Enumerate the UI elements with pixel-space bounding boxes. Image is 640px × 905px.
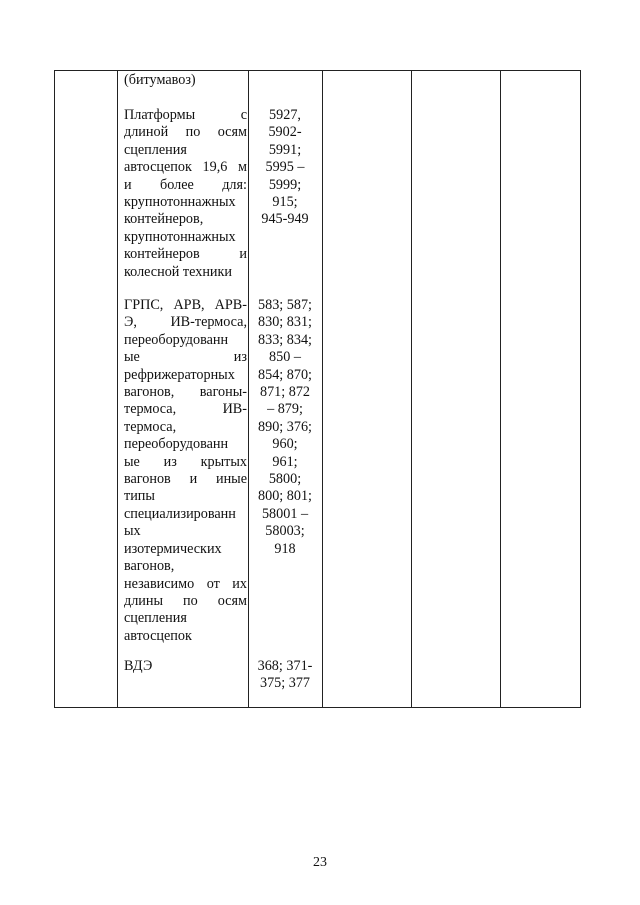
row-0-description xyxy=(124,72,247,89)
row-1-codes xyxy=(252,107,318,229)
code-line: 890; 376; xyxy=(258,418,312,435)
description-line: колесной техники xyxy=(124,263,233,280)
description-line: ые из крытых xyxy=(124,453,247,470)
row-2-description xyxy=(124,297,247,645)
column-divider xyxy=(411,71,412,707)
description-line: рефрижераторных xyxy=(124,366,235,383)
code-line: 58001 – xyxy=(261,505,309,522)
description-line: ВДЭ xyxy=(124,658,153,674)
code-line: 5902- xyxy=(268,124,302,141)
description-line: ые из xyxy=(124,349,247,366)
description-line: контейнеров и xyxy=(124,246,247,263)
code-line: – 879; xyxy=(267,401,303,418)
code-line: 5991; xyxy=(268,141,302,158)
description-line: переоборудованн xyxy=(124,436,229,453)
description-line: ых xyxy=(124,523,141,540)
code-line: 583; 587; xyxy=(258,297,312,313)
column-divider xyxy=(117,71,118,707)
code-line: 850 – xyxy=(269,349,301,366)
description-line: типы xyxy=(124,488,155,505)
description-line: вагонов и иные xyxy=(124,471,247,488)
row-3-codes xyxy=(252,658,318,693)
page-number: 23 xyxy=(313,855,327,870)
code-line: 5995 – xyxy=(265,159,305,176)
row-2-codes xyxy=(252,297,318,558)
code-line: 961; xyxy=(272,453,298,470)
description-line: термоса, xyxy=(124,418,177,435)
code-line: 830; 831; xyxy=(258,314,312,331)
description-line: и более для: xyxy=(124,176,247,193)
description-line: ГРПС, АРВ, АРВ- xyxy=(124,297,247,313)
description-line: сцепления xyxy=(124,610,187,627)
code-line: 854; 870; xyxy=(258,366,312,383)
description-line: вагонов, вагоны- xyxy=(124,384,247,401)
description-line: крупнотоннажных xyxy=(124,228,236,245)
description-line: специализированн xyxy=(124,505,236,522)
description-line: контейнеров, xyxy=(124,211,204,228)
row-1-description xyxy=(124,107,247,281)
code-line: 915; xyxy=(272,194,298,211)
description-line: автосцепок 19,6 м xyxy=(124,159,247,176)
code-line: 871; 872 xyxy=(259,384,311,401)
column-divider xyxy=(322,71,323,707)
description-line: сцепления xyxy=(124,141,187,158)
description-line: Платформы с xyxy=(124,107,247,123)
description-line: (битумавоз) xyxy=(124,72,196,88)
code-line: 945-949 xyxy=(261,211,309,228)
description-line: изотермических xyxy=(124,540,222,557)
description-line: термоса, ИВ- xyxy=(124,401,247,418)
code-line: 800; 801; xyxy=(258,488,312,505)
description-line: независимо от их xyxy=(124,575,247,592)
code-line: 5800; xyxy=(268,471,302,488)
description-line: переоборудованн xyxy=(124,331,229,348)
code-line: 960; xyxy=(272,436,298,453)
code-line: 5999; xyxy=(268,176,302,193)
description-line: длиной по осям xyxy=(124,124,247,141)
description-line: вагонов, xyxy=(124,558,175,575)
code-line: 5927, xyxy=(269,107,301,123)
code-line: 58003; xyxy=(265,523,305,540)
description-line: автосцепок xyxy=(124,627,192,644)
code-line: 918 xyxy=(274,540,296,557)
description-line: Э, ИВ-термоса, xyxy=(124,314,247,331)
code-line: 368; 371- xyxy=(257,658,313,674)
row-3-description xyxy=(124,658,247,675)
code-line: 833; 834; xyxy=(258,331,312,348)
description-line: длины по осям xyxy=(124,592,247,609)
column-divider xyxy=(500,71,501,707)
column-divider xyxy=(248,71,249,707)
description-line: крупнотоннажных xyxy=(124,194,236,211)
code-line: 375; 377 xyxy=(259,675,311,692)
